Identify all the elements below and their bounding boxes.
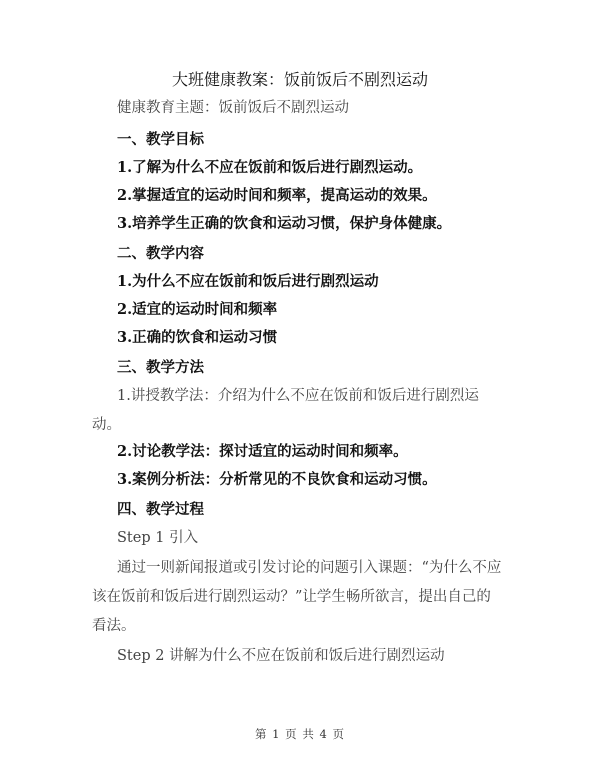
topic-line: 健康教育主题：饭前饭后不剧烈运动 xyxy=(117,100,349,116)
goal-item: 3.培养学生正确的饮食和运动习惯，保护身体健康。 xyxy=(117,215,452,232)
content-item: 3.正确的饮食和运动习惯 xyxy=(117,329,278,346)
step-heading: Step 1 引入 xyxy=(117,530,199,546)
step-heading: Step 2 讲解为什么不应在饭前和饭后进行剧烈运动 xyxy=(117,648,445,664)
document-title: 大班健康教案：饭前饭后不剧烈运动 xyxy=(171,70,428,89)
method-item xyxy=(92,382,502,440)
goal-item: 1.了解为什么不应在饭前和饭后进行剧烈运动。 xyxy=(117,159,423,176)
method-item: 2.讨论教学法：探讨适宜的运动时间和频率。 xyxy=(117,443,408,460)
content-item: 2.适宜的运动时间和频率 xyxy=(117,301,278,318)
method-item: 3.案例分析法：分析常见的不良饮食和运动习惯。 xyxy=(117,471,437,488)
goal-item: 2.掌握适宜的运动时间和频率，提高运动的效果。 xyxy=(117,187,437,204)
section-heading-process: 四、教学过程 xyxy=(117,501,204,518)
content-item: 1.为什么不应在饭前和饭后进行剧烈运动 xyxy=(117,273,379,290)
section-heading-content: 二、教学内容 xyxy=(117,245,204,262)
method-item-text: 1.讲授教学法：介绍为什么不应在饭前和饭后进行剧烈运动。 xyxy=(92,388,479,433)
section-heading-goals: 一、教学目标 xyxy=(117,131,204,148)
step-paragraph xyxy=(92,554,502,641)
step-paragraph-text: 通过一则新闻报道或引发讨论的问题引入课题：“为什么不应该在饭前和饭后进行剧烈运动？”让学生畅所欲言，提出自己的看法。 xyxy=(92,560,502,634)
section-heading-methods: 三、教学方法 xyxy=(117,359,204,376)
page-footer: 第 1 页 共 4 页 xyxy=(255,727,345,741)
